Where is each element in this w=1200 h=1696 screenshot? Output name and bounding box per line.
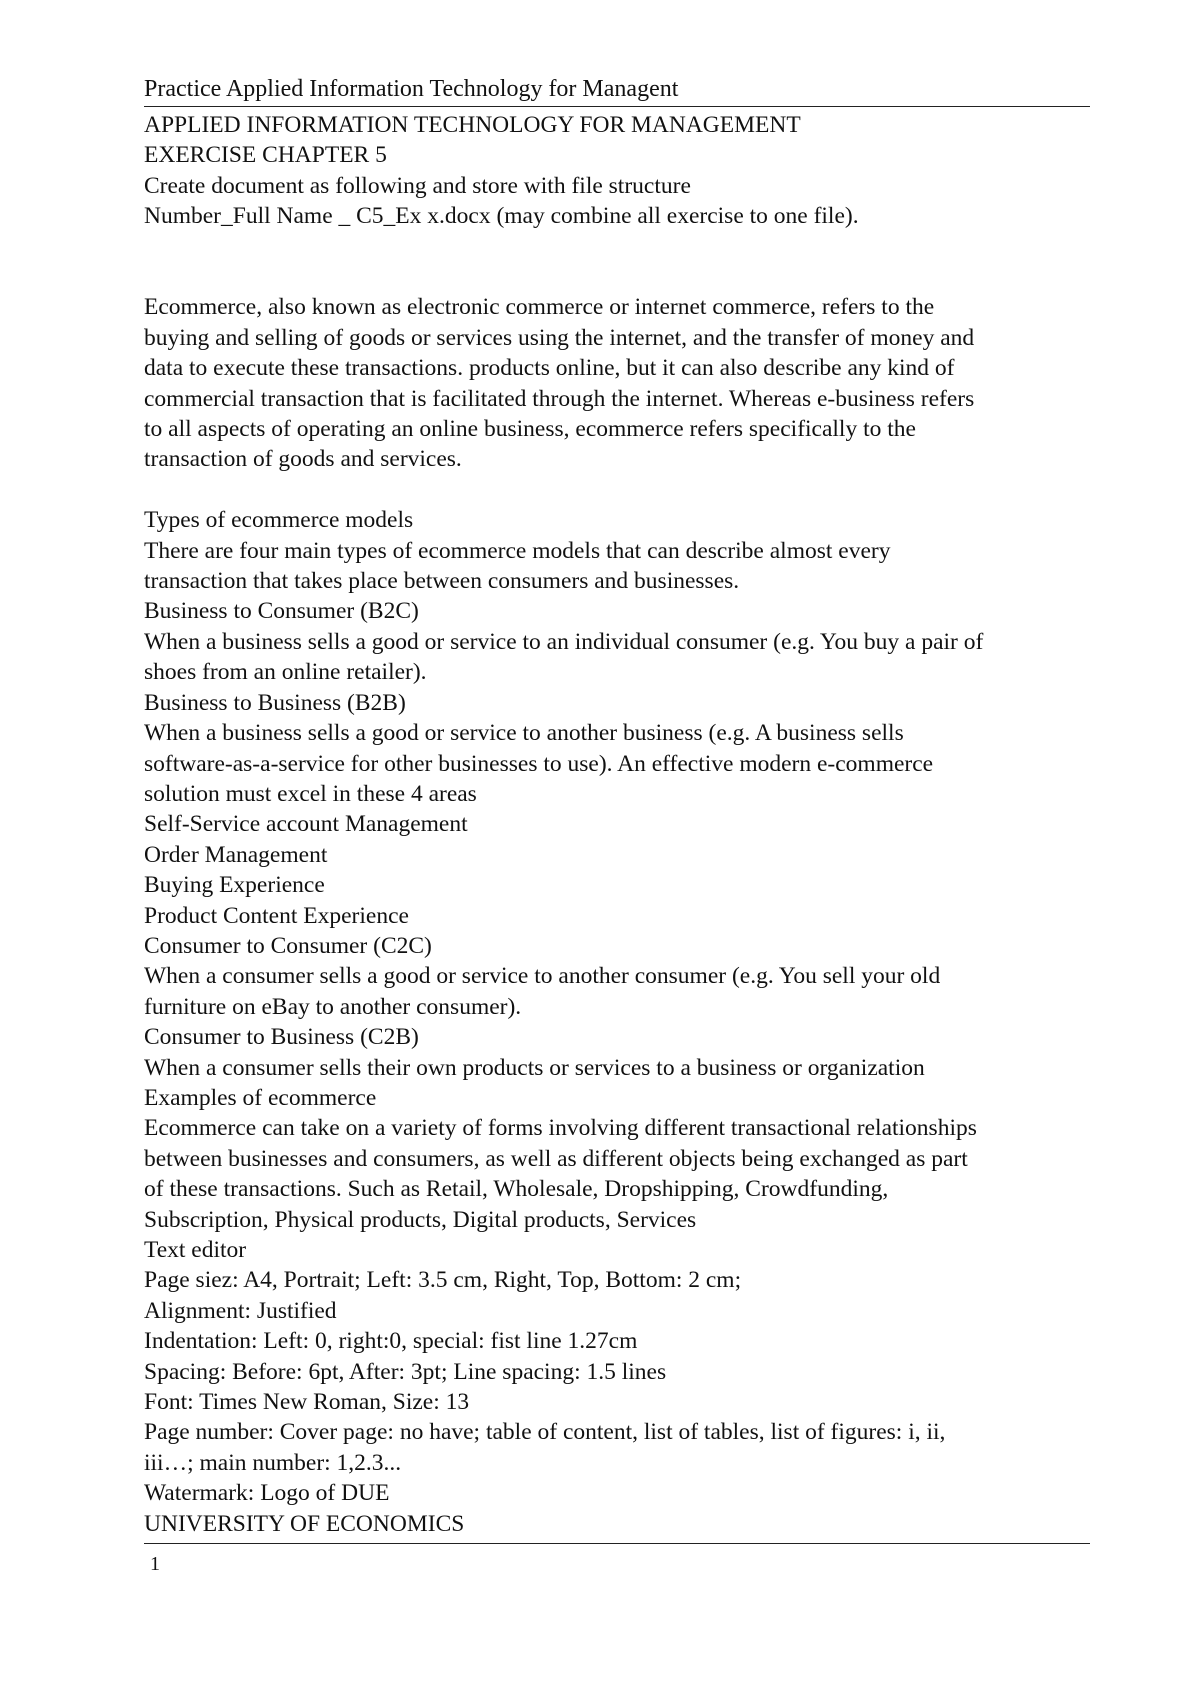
- content-line: shoes from an online retailer).: [144, 659, 427, 686]
- content-line: There are four main types of ecommerce models that can describe almost every: [144, 537, 891, 564]
- heading-c2b: Consumer to Business (C2B): [144, 1024, 419, 1051]
- paragraph-line: transaction of goods and services.: [144, 446, 462, 473]
- format-spec-line: Spacing: Before: 6pt, After: 3pt; Line spacing: 1.5 lines: [144, 1358, 667, 1385]
- spacer: [144, 232, 1090, 293]
- format-spec-line: Watermark: Logo of DUE: [144, 1480, 390, 1507]
- content-line: Subscription, Physical products, Digital products, Services: [144, 1206, 697, 1233]
- section-heading-types: Types of ecommerce models: [144, 507, 414, 534]
- content-line: furniture on eBay to another consumer).: [144, 993, 522, 1020]
- content-line: Ecommerce can take on a variety of forms involving different transactional relationships: [144, 1115, 977, 1142]
- list-item: Order Management: [144, 841, 328, 868]
- list-item: Buying Experience: [144, 872, 325, 899]
- content-line: When a business sells a good or service to an individual consumer (e.g. You buy a pair of: [144, 628, 984, 655]
- content-line: transaction that takes place between consumers and businesses.: [144, 568, 740, 595]
- paragraph-line: Ecommerce, also known as electronic commerce or internet commerce, refers to the: [144, 294, 935, 321]
- paragraph-line: buying and selling of goods or services using the internet, and the transfer of money and: [144, 324, 975, 351]
- content-line: When a business sells a good or service to another business (e.g. A business sells: [144, 720, 904, 747]
- paragraph-line: commercial transaction that is facilitated through the internet. Whereas e-business refers: [144, 385, 975, 412]
- heading-b2c: Business to Consumer (B2C): [144, 598, 419, 625]
- ecommerce-definition-paragraph: [144, 292, 1090, 474]
- instruction-line: Create document as following and store with file structure: [144, 172, 691, 199]
- paragraph-line: to all aspects of operating an online business, ecommerce refers specifically to the: [144, 416, 916, 443]
- list-item: Product Content Experience: [144, 902, 409, 929]
- heading-b2b: Business to Business (B2B): [144, 689, 406, 716]
- format-spec-line: iii…; main number: 1,2.3...: [144, 1449, 402, 1476]
- spacer: [144, 475, 1090, 505]
- content-line: between businesses and consumers, as well as different objects being exchanged as part: [144, 1145, 968, 1172]
- list-item: Self-Service account Management: [144, 811, 468, 838]
- heading-examples: Examples of ecommerce: [144, 1084, 377, 1111]
- format-spec-line: Alignment: Justified: [144, 1297, 337, 1324]
- document-body: [144, 110, 1090, 1539]
- page-number: 1: [150, 1553, 160, 1575]
- content-block: [144, 505, 1090, 1539]
- content-line: of these transactions. Such as Retail, Wholesale, Dropshipping, Crowdfunding,: [144, 1176, 889, 1203]
- format-spec-line: Page siez: A4, Portrait; Left: 3.5 cm, Right, Top, Bottom: 2 cm;: [144, 1267, 742, 1294]
- file-structure-line: Number_Full Name _ C5_Ex x.docx (may combine all exercise to one file).: [144, 203, 859, 230]
- content-line: When a consumer sells their own products or services to a business or organization: [144, 1054, 925, 1081]
- content-line: solution must excel in these 4 areas: [144, 780, 477, 807]
- footer-rule: [144, 1543, 1090, 1544]
- university-line: UNIVERSITY OF ECONOMICS: [144, 1510, 465, 1537]
- running-header: Practice Applied Information Technology for Managent: [144, 74, 1090, 107]
- format-spec-line: Page number: Cover page: no have; table of content, list of tables, list of figures: i, ii,: [144, 1419, 946, 1446]
- content-line: software-as-a-service for other businesses to use). An effective modern e-commerce: [144, 750, 934, 777]
- heading-c2c: Consumer to Consumer (C2C): [144, 932, 432, 959]
- format-spec-line: Indentation: Left: 0, right:0, special: fist line 1.27cm: [144, 1328, 638, 1355]
- content-line: When a consumer sells a good or service to another consumer (e.g. You sell your old: [144, 963, 941, 990]
- heading-text-editor: Text editor: [144, 1237, 247, 1263]
- format-spec-line: Font: Times New Roman, Size: 13: [144, 1389, 470, 1416]
- exercise-title: EXERCISE CHAPTER 5: [144, 142, 387, 169]
- paragraph-line: data to execute these transactions. products online, but it can also describe any kind of: [144, 355, 955, 382]
- intro-block: [144, 110, 1090, 232]
- course-title: APPLIED INFORMATION TECHNOLOGY FOR MANAGEMENT: [144, 112, 801, 138]
